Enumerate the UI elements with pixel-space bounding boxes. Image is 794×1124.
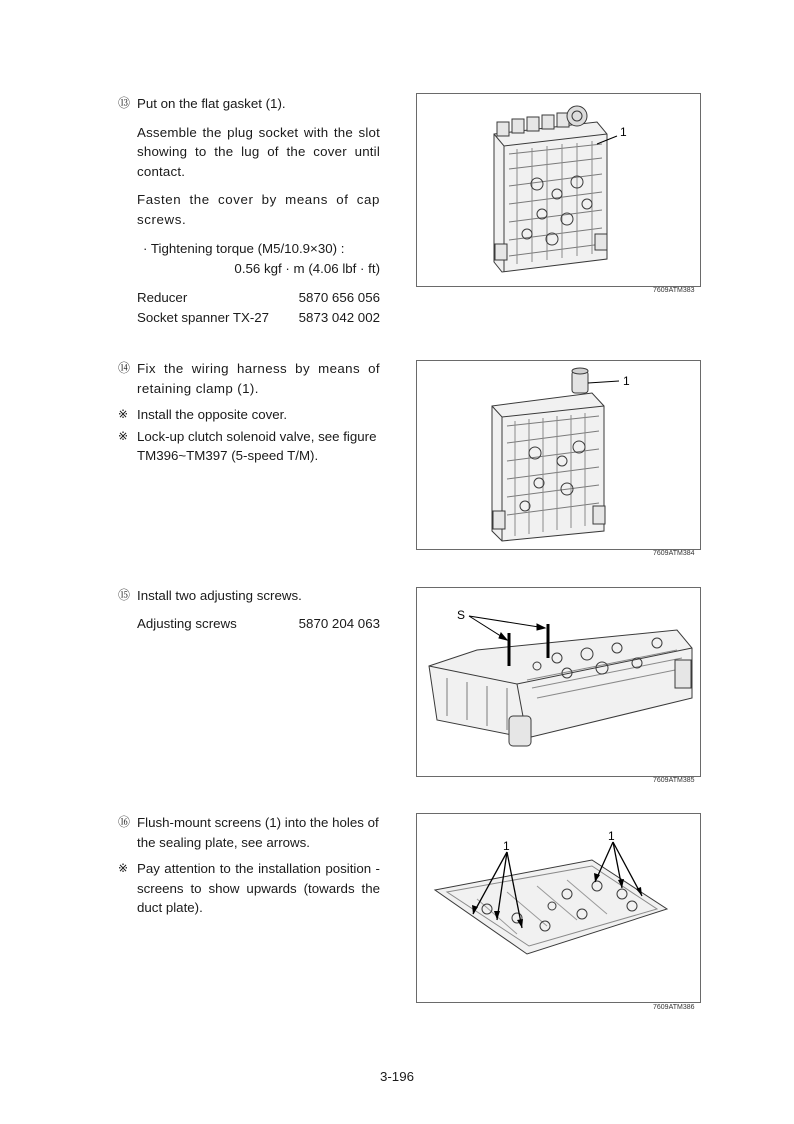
note-text: Lock-up clutch solenoid valve, see figure TM396~TM397 (5-speed T/M).: [137, 428, 377, 463]
torque-spec-value: 0.56 kgf · m (4.06 lbf · ft): [234, 260, 380, 276]
tool-name: Socket spanner TX-27: [137, 309, 270, 325]
note-symbol: ※: [118, 407, 129, 421]
step-13: [118, 94, 380, 327]
torque-spec: [118, 239, 380, 278]
tool-name: Adjusting screws: [137, 615, 237, 631]
tool-row: [118, 614, 380, 634]
note-text: Pay attention to the installation position - screens to show upwards (towards the duct plate).: [137, 861, 380, 915]
step-15: [118, 586, 380, 633]
tool-row: [118, 288, 380, 308]
figure-callout: S: [457, 608, 466, 622]
figure-caption: 7609ATM386: [653, 1004, 695, 1011]
note-text: Install the opposite cover.: [137, 407, 288, 422]
note: [118, 427, 380, 466]
figure-wiring-harness: [416, 360, 701, 550]
step-16-line-1: [118, 813, 380, 852]
figure-caption: 7609ATM384: [653, 550, 695, 557]
step-13-text: Put on the flat gasket (1).: [137, 96, 286, 111]
step-16: [118, 813, 380, 918]
tool-number: 5870 204 063: [298, 615, 380, 631]
figure-gearbox-cover: [416, 93, 701, 287]
step-13-para-2: Assemble the plug socket with the slot showing to the lug of the cover until contact.: [137, 124, 380, 179]
step-14-line-1: [118, 359, 380, 398]
figure-sealing-plate-screens: [416, 813, 701, 1003]
torque-spec-label: · Tightening torque (M5/10.9×30) :: [143, 241, 345, 256]
wiring-harness-illustration: [417, 361, 700, 549]
tool-number: 5870 656 056: [298, 290, 380, 305]
gearbox-cover-illustration: [417, 94, 700, 286]
figure-callout: 1: [623, 374, 630, 388]
figure-caption: 7609ATM383: [653, 287, 695, 294]
adjusting-screws-illustration: [417, 588, 700, 776]
page-number: 3-196: [379, 1069, 414, 1084]
note: [118, 405, 380, 425]
figure-adjusting-screws: [416, 587, 701, 777]
step-15-text: Install two adjusting screws.: [137, 588, 302, 603]
note: [118, 859, 380, 918]
figure-caption: 7609ATM385: [653, 777, 695, 784]
tool-name: Reducer: [137, 290, 188, 305]
sealing-plate-illustration: [417, 814, 700, 1002]
figure-callout-2: 1: [608, 829, 615, 843]
step-16-marker: ⑯: [118, 815, 131, 829]
tool-row: [118, 308, 380, 328]
step-15-line-1: [118, 586, 380, 606]
step-16-text: Flush-mount screens (1) into the holes of the sealing plate, see arrows.: [137, 815, 379, 850]
figure-callout: 1: [503, 839, 510, 853]
step-13-para-3: Fasten the cover by means of cap screws.: [137, 192, 380, 227]
step-15-marker: ⑮: [118, 588, 131, 602]
step-14-marker: ⑭: [118, 361, 131, 375]
step-13-line-1: [118, 94, 380, 114]
step-13-marker: ⑬: [118, 96, 131, 110]
figure-callout: 1: [620, 125, 627, 139]
note-symbol: ※: [118, 428, 129, 443]
step-14: [118, 359, 380, 466]
step-14-text: Fix the wiring harness by means of retaining clamp (1).: [137, 361, 380, 396]
note-symbol: ※: [118, 861, 129, 875]
tool-number: 5873 042 002: [298, 309, 380, 325]
